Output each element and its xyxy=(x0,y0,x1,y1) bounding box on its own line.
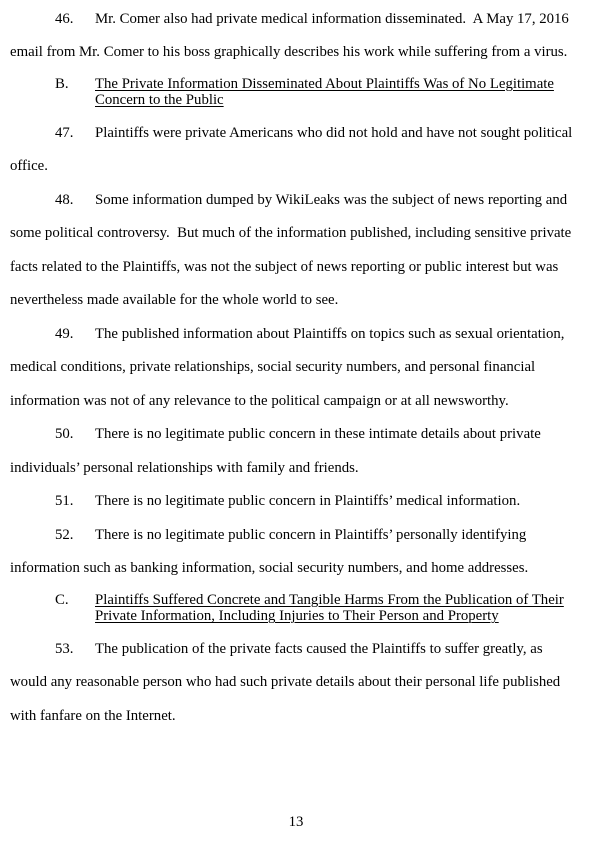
paragraph-number: 52. xyxy=(55,526,74,543)
paragraph-49 xyxy=(10,318,582,419)
paragraph-53 xyxy=(10,633,582,734)
paragraph-52 xyxy=(10,519,582,586)
paragraph-51 xyxy=(10,485,582,519)
paragraph-text: Some information dumped by WikiLeaks was the subject of news reporting and some political controversy. But much of the information published, including sensitive private facts related to the Plaintiffs, was not the subject of news reporting or public interest but was nevertheless made available for the whole world to see. xyxy=(10,191,575,308)
paragraph-47 xyxy=(10,117,582,184)
section-heading-c xyxy=(10,592,582,625)
paragraph-number: 47. xyxy=(55,124,74,141)
paragraph-number: 50. xyxy=(55,426,74,442)
paragraph-text: There is no legitimate public concern in these intimate details about private individuals’ personal relationships with family and friends. xyxy=(10,426,545,476)
page-number: 13 xyxy=(288,814,304,830)
paragraph-48 xyxy=(10,184,582,318)
paragraph-text: There is no legitimate public concern in Plaintiffs’ personally identifying information such as banking information, social security numbers, and home addresses. xyxy=(10,526,531,576)
paragraph-number: 53. xyxy=(55,640,74,657)
paragraph-46 xyxy=(10,3,582,70)
document-body xyxy=(10,0,582,733)
heading-line: Concern to the Public xyxy=(95,92,224,108)
section-heading-b xyxy=(10,76,582,109)
paragraph-text: The published information about Plaintiffs on topics such as sexual orientation, medical conditions, private relationships, social security numbers, and personal financial information was not of any relevance to the political campaign or at all newsworthy. xyxy=(10,325,569,409)
section-letter: B. xyxy=(55,75,69,92)
paragraph-text: The publication of the private facts caused the Plaintiffs to suffer greatly, as would any reasonable person who had such private details about their personal life published with fanfare on the Internet. xyxy=(10,640,564,724)
paragraph-text: Plaintiffs were private Americans who did not hold and have not sought political office. xyxy=(10,124,576,174)
paragraph-number: 49. xyxy=(55,325,74,342)
heading-line: Plaintiffs Suffered Concrete and Tangible Harms From the Publication of Their xyxy=(95,591,564,608)
paragraph-text: There is no legitimate public concern in Plaintiffs’ medical information. xyxy=(95,493,521,509)
section-letter: C. xyxy=(55,591,69,608)
heading-line: The Private Information Disseminated About Plaintiffs Was of No Legitimate xyxy=(95,75,554,92)
paragraph-number: 46. xyxy=(55,10,74,27)
paragraph-number: 51. xyxy=(55,493,74,509)
paragraph-number: 48. xyxy=(55,191,74,208)
paragraph-50 xyxy=(10,418,582,485)
heading-line: Private Information, Including Injuries to Their Person and Property xyxy=(95,608,499,624)
paragraph-text: Mr. Comer also had private medical information disseminated. A May 17, 2016 email from Mr. Comer to his boss graphically describes his work while suffering from a virus. xyxy=(10,10,573,60)
